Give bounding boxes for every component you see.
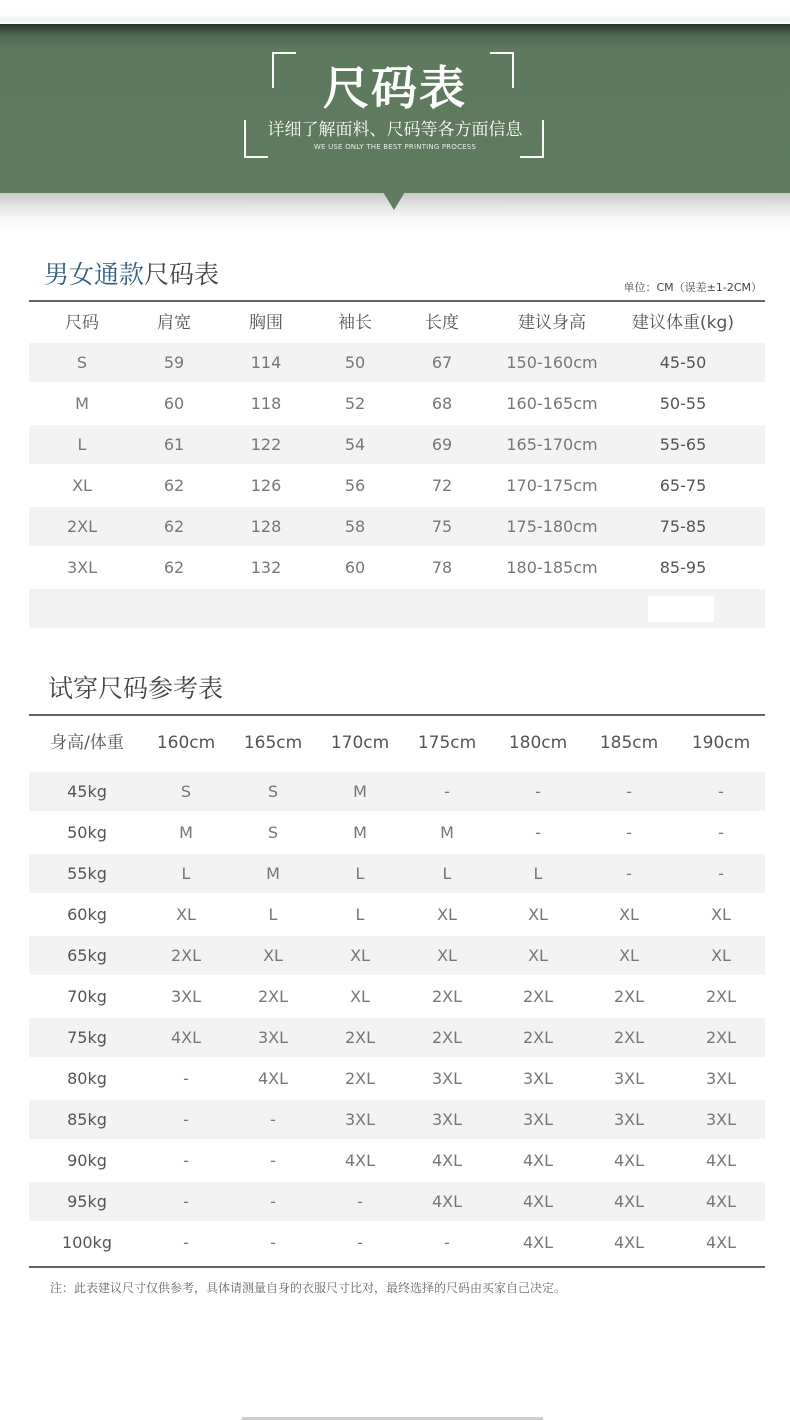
bottom-bar (242, 1417, 543, 1420)
table-row (29, 1223, 765, 1262)
table-row (29, 1141, 765, 1180)
table-cell: 150-160cm (506, 353, 598, 372)
table-row (29, 425, 765, 464)
table-cell: L (355, 864, 365, 883)
table-cell: 165cm (243, 733, 303, 753)
table-cell: XL (619, 905, 639, 924)
table-cell: 65-75 (659, 476, 707, 495)
table-cell: 4XL (705, 1151, 737, 1170)
table-cell: - (183, 1233, 189, 1252)
table-cell: M (179, 823, 193, 842)
table-cell: XL (72, 476, 92, 495)
table-cell: XL (711, 946, 731, 965)
table-cell: XL (176, 905, 196, 924)
table-cell: - (718, 823, 724, 842)
table-row (29, 895, 765, 934)
table-cell: 175cm (417, 733, 477, 753)
table-cell: 180cm (508, 733, 568, 753)
table-cell: 60 (163, 394, 185, 413)
table-cell: 3XL (613, 1110, 645, 1129)
table-cell: 170-175cm (506, 476, 598, 495)
table-cell: 75-85 (659, 517, 707, 536)
table-cell: 4XL (613, 1151, 645, 1170)
table-cell: XL (711, 905, 731, 924)
table-row (29, 548, 765, 587)
table-cell: - (183, 1151, 189, 1170)
table-cell: L (77, 435, 87, 454)
table-cell: 95kg (67, 1192, 107, 1211)
table-cell: 59 (163, 353, 185, 372)
banner-title: 尺码表 (323, 61, 467, 115)
table-cell: 2XL (522, 987, 554, 1006)
table-cell: XL (350, 987, 370, 1006)
table-cell: 2XL (705, 1028, 737, 1047)
table-cell: 3XL (705, 1069, 737, 1088)
table-cell: - (270, 1151, 276, 1170)
table-cell: 114 (250, 353, 282, 372)
table-cell: 3XL (431, 1069, 463, 1088)
table-row (29, 507, 765, 546)
table-cell: 4XL (344, 1151, 376, 1170)
table-cell: 4XL (170, 1028, 202, 1047)
table-cell: 3XL (522, 1069, 554, 1088)
table-cell: 85kg (67, 1110, 107, 1129)
table-cell: 2XL (705, 987, 737, 1006)
banner-pointer-icon (383, 192, 405, 210)
table-cell: 2XL (613, 1028, 645, 1047)
table-cell: XL (437, 946, 457, 965)
table-cell: 100kg (62, 1233, 112, 1252)
table-cell: 54 (344, 435, 366, 454)
table-cell: 胸围 (249, 313, 283, 333)
table-cell: 180-185cm (506, 558, 598, 577)
table-cell: 3XL (257, 1028, 289, 1047)
table-cell: 4XL (613, 1233, 645, 1252)
table-cell: 62 (163, 517, 185, 536)
table-cell: - (535, 782, 541, 801)
table-cell: 建议体重(kg) (632, 313, 734, 333)
size-chart-title (44, 258, 219, 292)
table-cell: 68 (431, 394, 453, 413)
table-cell: 3XL (431, 1110, 463, 1129)
table-cell: - (444, 1233, 450, 1252)
table-cell: 4XL (257, 1069, 289, 1088)
table-cell: M (440, 823, 454, 842)
table-cell: 4XL (705, 1233, 737, 1252)
table-cell: 袖长 (338, 313, 372, 333)
table-cell: 165-170cm (506, 435, 598, 454)
table-cell: 160cm (156, 733, 216, 753)
table-cell: 62 (163, 558, 185, 577)
table-cell: 160-165cm (506, 394, 598, 413)
table-cell: 85-95 (659, 558, 707, 577)
table-row (29, 343, 765, 382)
table-row (29, 977, 765, 1016)
table-row (29, 1100, 765, 1139)
table-cell: 185cm (599, 733, 659, 753)
table-cell: 2XL (344, 1069, 376, 1088)
fit-chart-top-rule (29, 714, 765, 716)
table-cell: - (357, 1192, 363, 1211)
table-cell: 3XL (522, 1110, 554, 1129)
table-cell: S (267, 823, 279, 842)
blank-cell (648, 596, 714, 622)
table-cell: 2XL (613, 987, 645, 1006)
table-cell: 4XL (431, 1192, 463, 1211)
table-cell: - (535, 823, 541, 842)
table-cell: 75 (431, 517, 453, 536)
table-cell: 45kg (67, 782, 107, 801)
table-cell: - (626, 823, 632, 842)
size-chart-title-rest: 尺码表 (144, 260, 220, 289)
table-cell: 60kg (67, 905, 107, 924)
fit-chart-bottom-rule (29, 1266, 765, 1268)
table-cell: 65kg (67, 946, 107, 965)
table-cell: 50-55 (659, 394, 707, 413)
table-cell: - (183, 1110, 189, 1129)
table-cell: S (76, 353, 88, 372)
table-cell: - (718, 782, 724, 801)
table-cell: - (270, 1233, 276, 1252)
table-cell: 2XL (257, 987, 289, 1006)
unit-note: 单位：CM（误差±1-2CM） (623, 281, 762, 294)
table-cell: 3XL (705, 1110, 737, 1129)
table-cell: 58 (344, 517, 366, 536)
table-cell: - (444, 782, 450, 801)
table-cell: 62 (163, 476, 185, 495)
table-cell: 118 (250, 394, 282, 413)
table-cell: 128 (250, 517, 282, 536)
table-cell: - (357, 1233, 363, 1252)
table-cell: - (270, 1192, 276, 1211)
table-cell: 50 (344, 353, 366, 372)
table-cell: 72 (431, 476, 453, 495)
table-cell: 175-180cm (506, 517, 598, 536)
table-cell: L (181, 864, 191, 883)
table-cell: 肩宽 (157, 313, 191, 333)
table-cell: - (183, 1069, 189, 1088)
table-cell: 3XL (170, 987, 202, 1006)
table-cell: 2XL (344, 1028, 376, 1047)
table-cell: 122 (250, 435, 282, 454)
table-cell: XL (437, 905, 457, 924)
table-cell: M (353, 782, 367, 801)
table-cell: - (626, 864, 632, 883)
table-cell: 身高/体重 (50, 733, 124, 753)
table-cell: 2XL (522, 1028, 554, 1047)
table-cell: 70kg (67, 987, 107, 1006)
table-cell: 4XL (522, 1192, 554, 1211)
table-cell: S (267, 782, 279, 801)
table-cell: 2XL (66, 517, 98, 536)
footnote: 注：此表建议尺寸仅供参考，具体请测量自身的衣服尺寸比对，最终选择的尺码由买家自己决定。 (50, 1281, 567, 1295)
table-cell: L (268, 905, 278, 924)
table-row (29, 772, 765, 811)
table-cell: 170cm (330, 733, 390, 753)
table-row (29, 1018, 765, 1057)
table-header-row (29, 304, 765, 343)
table-row (29, 813, 765, 852)
table-row (29, 384, 765, 423)
table-cell: 55kg (67, 864, 107, 883)
table-cell: - (718, 864, 724, 883)
table-cell: 67 (431, 353, 453, 372)
table-cell: XL (528, 905, 548, 924)
fit-chart-title: 试穿尺码参考表 (48, 674, 224, 703)
table-header-row (29, 723, 765, 764)
table-cell: 4XL (613, 1192, 645, 1211)
table-cell: 80kg (67, 1069, 107, 1088)
table-cell: 4XL (705, 1192, 737, 1211)
table-cell: 126 (250, 476, 282, 495)
size-chart-title-accent: 男女通款 (44, 260, 145, 289)
table-cell: 4XL (522, 1151, 554, 1170)
table-cell: 4XL (522, 1233, 554, 1252)
table-cell: S (180, 782, 192, 801)
table-cell: M (75, 394, 89, 413)
table-cell: 3XL (66, 558, 98, 577)
table-cell: XL (350, 946, 370, 965)
table-cell: M (266, 864, 280, 883)
table-cell: XL (263, 946, 283, 965)
table-cell: L (442, 864, 452, 883)
table-cell: 190cm (691, 733, 751, 753)
table-cell: 78 (431, 558, 453, 577)
table-cell: 4XL (431, 1151, 463, 1170)
table-cell: 56 (344, 476, 366, 495)
table-cell: M (353, 823, 367, 842)
table-cell: 3XL (613, 1069, 645, 1088)
table-cell: 2XL (170, 946, 202, 965)
table-cell: 75kg (67, 1028, 107, 1047)
table-cell: 52 (344, 394, 366, 413)
table-cell: 55-65 (659, 435, 707, 454)
table-cell: L (355, 905, 365, 924)
banner-english-tagline: WE USE ONLY THE BEST PRINTING PROCESS (313, 143, 477, 151)
table-row (29, 1059, 765, 1098)
table-cell: 69 (431, 435, 453, 454)
table-row (29, 936, 765, 975)
table-cell: 3XL (344, 1110, 376, 1129)
table-cell: 50kg (67, 823, 107, 842)
banner-subtitle: 详细了解面料、尺码等各方面信息 (267, 120, 523, 140)
table-cell: 132 (250, 558, 282, 577)
table-row (29, 1182, 765, 1221)
table-row-empty (29, 589, 765, 628)
table-cell: 建议身高 (518, 313, 586, 333)
table-row (29, 466, 765, 505)
table-cell: L (533, 864, 543, 883)
table-cell: - (626, 782, 632, 801)
table-cell: XL (528, 946, 548, 965)
table-cell: - (183, 1192, 189, 1211)
table-cell: 60 (344, 558, 366, 577)
table-row (29, 854, 765, 893)
table-cell: 尺码 (65, 313, 99, 333)
table-cell: XL (619, 946, 639, 965)
size-chart-top-rule (29, 300, 765, 302)
table-cell: 长度 (425, 313, 459, 333)
table-cell: 45-50 (659, 353, 707, 372)
table-cell: 2XL (431, 987, 463, 1006)
table-cell: 61 (163, 435, 185, 454)
table-cell: 2XL (431, 1028, 463, 1047)
table-cell: 90kg (67, 1151, 107, 1170)
table-cell: - (270, 1110, 276, 1129)
